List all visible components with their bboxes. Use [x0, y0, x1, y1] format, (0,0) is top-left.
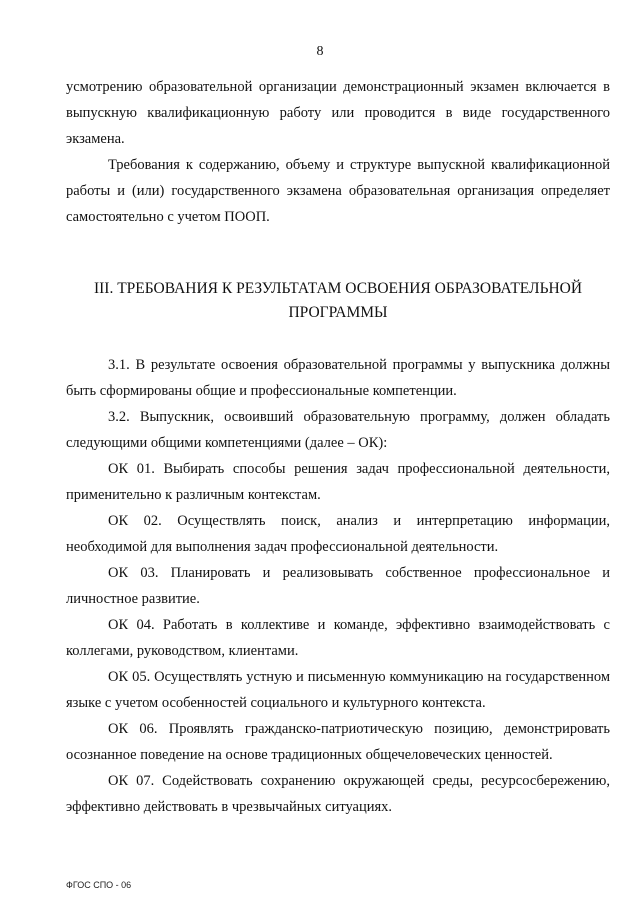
competency-ok-06: ОК 06. Проявлять гражданско-патриотическую позицию, демонстрировать осознанное поведение на основе традиционных общечеловеческих ценностей.	[66, 721, 610, 763]
competency-ok-05: ОК 05. Осуществлять устную и письменную коммуникацию на государственном языке с учетом особенностей социального и культурного контекста.	[66, 669, 610, 711]
paragraph-3-2: 3.2. Выпускник, освоивший образовательную программу, должен обладать следующими общими компетенциями (далее – ОК):	[66, 409, 610, 451]
competency-ok-01: ОК 01. Выбирать способы решения задач профессиональной деятельности, применительно к различным контекстам.	[66, 461, 610, 503]
page-footer: ФГОС СПО - 06	[66, 880, 132, 890]
competency-ok-03: ОК 03. Планировать и реализовывать собственное профессиональное и личностное развитие.	[66, 565, 610, 607]
section-heading: III. ТРЕБОВАНИЯ К РЕЗУЛЬТАТАМ ОСВОЕНИЯ ОБРАЗОВАТЕЛЬНОЙ ПРОГРАММЫ	[93, 280, 583, 321]
competency-ok-07: ОК 07. Содействовать сохранению окружающей среды, ресурсосбережению, эффективно действовать в чрезвычайных ситуациях.	[66, 773, 610, 815]
requirements-paragraph: Требования к содержанию, объему и структуре выпускной квалификационной работы и (или) государственного экзамена образовательная организация определяет самостоятельно с учетом ПООП.	[66, 157, 610, 225]
continuation-paragraph: усмотрению образовательной организации демонстрационный экзамен включается в выпускную квалификационную работу или проводится в виде государственного экзамена.	[66, 79, 610, 147]
competency-ok-02: ОК 02. Осуществлять поиск, анализ и интерпретацию информации, необходимой для выполнения задач профессиональной деятельности.	[66, 513, 610, 555]
paragraph-3-1: 3.1. В результате освоения образовательной программы у выпускника должны быть сформированы общие и профессиональные компетенции.	[66, 357, 610, 399]
document-body	[66, 74, 610, 820]
page-number: 8	[316, 44, 324, 59]
competency-ok-04: ОК 04. Работать в коллективе и команде, эффективно взаимодействовать с коллегами, руководством, клиентами.	[66, 617, 610, 659]
